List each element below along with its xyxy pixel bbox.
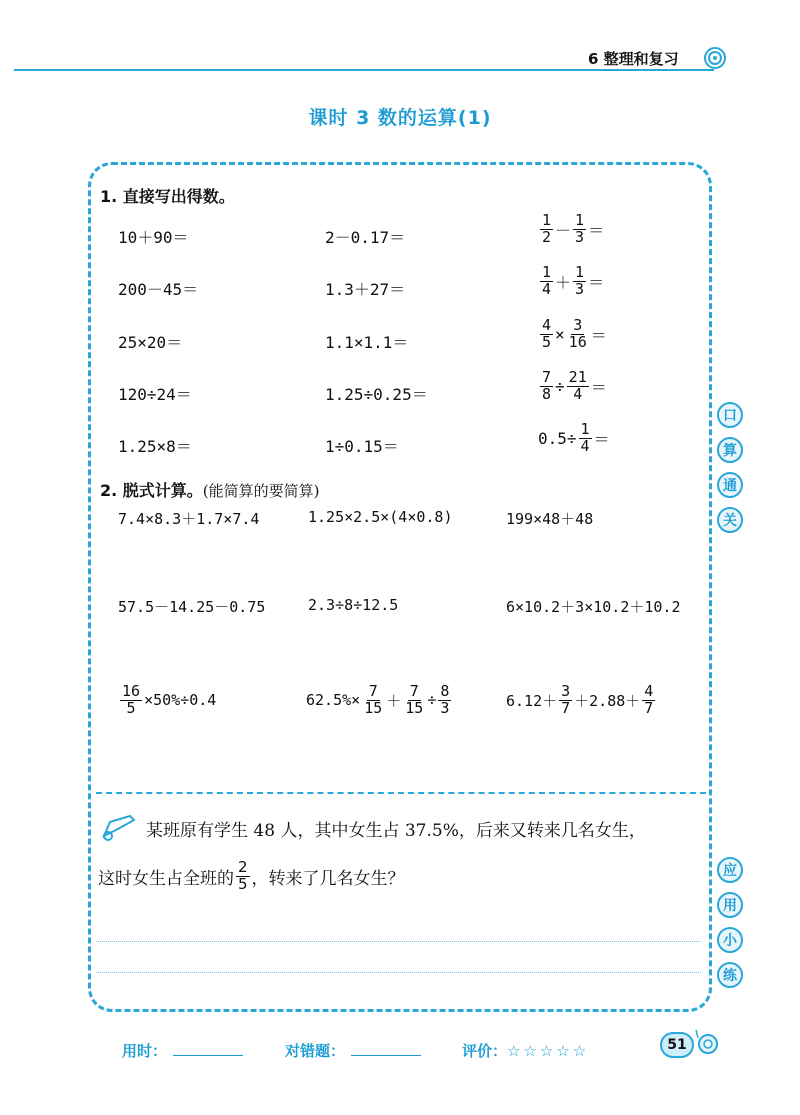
rating-field: 评价：☆☆☆☆☆	[462, 1042, 590, 1060]
side-tag: 口	[717, 402, 743, 428]
oral-problem-fraction: $\frac{4}{5}$ × $\frac{3}{16}$ ＝	[542, 316, 607, 351]
calc-problem: 7.4×8.3＋1.7×7.4	[118, 510, 260, 528]
oral-problem-fraction: 0.5÷ $\frac{1}{4}$ ＝	[538, 420, 610, 455]
lesson-title: 课时 3 数的运算(1)	[308, 107, 492, 129]
side-tag: 通	[717, 472, 743, 498]
correct-field: 对错题：	[285, 1040, 421, 1061]
oral-problem-fraction: $\frac{1}{4}$ ＋ $\frac{1}{3}$ ＝	[542, 263, 605, 298]
answer-line	[96, 941, 701, 942]
side-tag: 练	[717, 962, 743, 988]
oral-problem-fraction: $\frac{1}{2}$ － $\frac{1}{3}$ ＝	[542, 211, 605, 246]
calc-problem-fraction: 6.12＋ $\frac{3}{7}$ ＋2.88＋ $\frac{4}{7}$	[506, 682, 654, 717]
oral-problem: 200－45＝	[118, 280, 199, 299]
section-divider	[96, 792, 706, 794]
section1-title: 1. 直接写出得数。	[100, 187, 235, 206]
side-tag: 应	[717, 857, 743, 883]
rating-stars: ☆☆☆☆☆	[507, 1042, 590, 1060]
trumpet-icon	[100, 812, 138, 842]
oral-problem: 10＋90＝	[118, 228, 189, 247]
side-tag: 算	[717, 437, 743, 463]
spiral-icon	[703, 46, 727, 70]
calc-problem-fraction: 62.5%× $\frac{7}{15}$ ＋ $\frac{7}{15}$ ÷ $\frac{8}{3}$	[306, 682, 450, 717]
snail-icon	[692, 1026, 720, 1056]
oral-problem: 2－0.17＝	[325, 228, 406, 247]
oral-problem: 1÷0.15＝	[325, 437, 399, 456]
answer-line	[96, 972, 701, 973]
oral-problem-fraction: $\frac{7}{8}$ ÷ $\frac{21}{4}$ ＝	[542, 368, 607, 403]
application-line1: 某班原有学生 48 人，其中女生占 37.5%，后来又转来几名女生，	[146, 821, 646, 841]
side-tag: 用	[717, 892, 743, 918]
application-line2: 这时女生占全班的 $\frac{2}{5}$ ，转来了几名女生？	[98, 858, 405, 893]
oral-problem: 1.25×8＝	[118, 437, 192, 456]
header-rule	[14, 69, 714, 71]
side-tag: 关	[717, 507, 743, 533]
side-tag: 小	[717, 927, 743, 953]
page-number: 51	[660, 1032, 694, 1058]
calc-problem: 2.3÷8÷12.5	[308, 596, 399, 614]
time-field: 用时：	[122, 1040, 243, 1061]
calc-problem-fraction: $\frac{16}{5}$ ×50%÷0.4	[122, 682, 217, 717]
oral-problem: 120÷24＝	[118, 385, 192, 404]
oral-problem: 25×20＝	[118, 333, 183, 352]
oral-problem: 1.3＋27＝	[325, 280, 406, 299]
calc-problem: 1.25×2.5×(4×0.8)	[308, 508, 453, 526]
calc-problem: 57.5－14.25－0.75	[118, 598, 266, 616]
section2-title: 2. 脱式计算。(能简算的要简算)	[100, 481, 320, 500]
chapter-title: 6 整理和复习	[588, 50, 679, 68]
oral-problem: 1.25÷0.25＝	[325, 385, 428, 404]
section2-note: (能简算的要简算)	[202, 482, 320, 500]
oral-problem: 1.1×1.1＝	[325, 333, 409, 352]
time-blank	[173, 1041, 243, 1056]
calc-problem: 6×10.2＋3×10.2＋10.2	[506, 598, 681, 616]
correct-blank	[351, 1041, 421, 1056]
calc-problem: 199×48＋48	[506, 510, 594, 528]
